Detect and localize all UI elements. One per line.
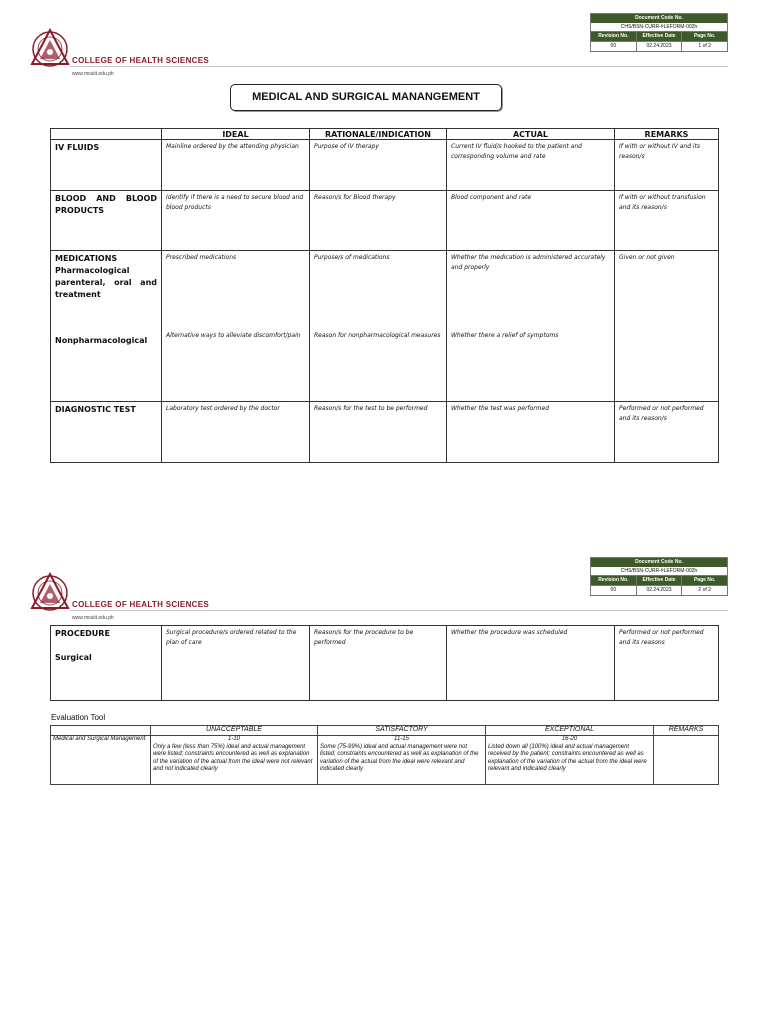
cell-ideal: Mainline ordered by the attending physician	[162, 140, 310, 191]
eval-satisfactory-text: Some (75-99%) ideal and actual management were not listed; constraints encountered as well as explanation of the variation of the actual from the ideal were relevant and indicated clearly	[320, 743, 479, 772]
cell-remarks: If with or without IV and its reason/s	[615, 140, 719, 191]
doc-code-value: CHS/BSN-CURR-#LEFORM-002h	[591, 567, 727, 576]
table-row	[51, 251, 719, 402]
eval-satisfactory-range: 11-15	[394, 736, 409, 742]
eval-header-exceptional: EXCEPTIONAL	[486, 726, 654, 736]
cell-remarks: If with or without transfusion and its reason/s	[615, 191, 719, 251]
cell-ideal	[162, 251, 310, 402]
eval-remarks	[654, 736, 719, 785]
table-header-row	[51, 129, 719, 140]
effective-date-value: 02.24.2023	[637, 586, 683, 595]
college-name: COLLEGE OF HEALTH SCIENCES	[72, 600, 209, 609]
cell-rationale: Reason/s for the procedure to be performed	[310, 626, 447, 701]
eval-header-blank	[51, 726, 151, 736]
document-code-box	[590, 13, 728, 52]
cell-actual: Whether the test was performed	[447, 402, 615, 463]
eval-unacceptable-range: 1-10	[227, 736, 240, 742]
college-name: COLLEGE OF HEALTH SCIENCES	[72, 56, 209, 65]
cell-rationale-nonpharm: Reason for nonpharmacological measures	[314, 332, 441, 339]
effective-date-label: Effective Date	[637, 576, 683, 585]
cell-remarks: Performed or not performed and its reason/s	[615, 402, 719, 463]
header-rule	[70, 610, 728, 611]
page-no-value: 2 of 2	[698, 587, 711, 593]
table-row	[51, 191, 719, 251]
page-no-value: 1 of 2	[698, 43, 711, 49]
college-seal-logo	[30, 28, 70, 70]
page-no-label: Page No.	[693, 33, 716, 39]
college-seal-logo	[30, 572, 70, 614]
cell-actual-nonpharm: Whether there a relief of symptoms	[451, 332, 559, 339]
revision-label: Revision No.	[591, 32, 637, 41]
row-label-diagnostic: DIAGNOSTIC TEST	[51, 402, 162, 463]
nonpharmacological-label: Nonpharmacological	[55, 336, 148, 345]
eval-header-satisfactory: SATISFACTORY	[318, 726, 486, 736]
cell-actual: Whether the procedure was scheduled	[447, 626, 615, 701]
cell-rationale: Reason/s for Blood therapy	[310, 191, 447, 251]
page-title: MEDICAL AND SURGICAL MANANGEMENT	[230, 84, 502, 111]
eval-unacceptable	[151, 736, 318, 785]
header-rule	[70, 66, 728, 67]
medications-label: MEDICATIONS	[55, 254, 118, 263]
cell-actual: Blood component and rate	[447, 191, 615, 251]
eval-header-remarks: REMARKS	[654, 726, 719, 736]
cell-ideal: Laboratory test ordered by the doctor	[162, 402, 310, 463]
cell-rationale-pharm: Purpose/s of medications	[314, 254, 390, 261]
cell-remarks: Performed or not performed and its reasons	[615, 626, 719, 701]
procedure-sublabel: Surgical	[55, 653, 92, 662]
doc-code-label: Document Code No.	[591, 558, 727, 567]
eval-exceptional	[486, 736, 654, 785]
header-actual: ACTUAL	[447, 129, 615, 140]
cell-actual-pharm: Whether the medication is administered accurately and properly	[451, 254, 606, 271]
cell-actual	[447, 251, 615, 402]
cell-ideal-nonpharm: Alternative ways to alleviate discomfort/pain	[166, 332, 301, 339]
evaluation-table	[50, 725, 719, 785]
college-url: www.msuiit.edu.ph	[72, 615, 114, 621]
cell-rationale: Reason/s for the test to be performed	[310, 402, 447, 463]
header-rationale: RATIONALE/INDICATION	[310, 129, 447, 140]
effective-date-value: 02.24.2023	[637, 42, 683, 51]
cell-ideal: Surgical procedure/s ordered related to the plan of care	[162, 626, 310, 701]
page-no-label: Page No.	[693, 577, 716, 583]
cell-actual: Current IV fluid/s hooked to the patient and corresponding volume and rate	[447, 140, 615, 191]
revision-value: 00	[591, 42, 637, 51]
effective-date-label: Effective Date	[637, 32, 683, 41]
blood-label-text: BLOOD AND BLOOD PRODUCTS	[55, 194, 157, 215]
doc-meta-header	[591, 576, 727, 585]
management-table	[50, 128, 719, 463]
table-row	[51, 402, 719, 463]
procedure-label: PROCEDURE	[55, 629, 110, 638]
eval-header-unacceptable: UNACCEPTABLE	[151, 726, 318, 736]
evaluation-row	[51, 736, 719, 785]
row-label-procedure	[51, 626, 162, 701]
table-row	[51, 626, 719, 701]
eval-criterion: Medical and Surgical Management	[51, 736, 151, 785]
row-label-medications	[51, 251, 162, 402]
doc-meta-values	[591, 41, 727, 51]
cell-rationale: Purpose of IV therapy	[310, 140, 447, 191]
cell-ideal-pharm: Prescribed medications	[166, 254, 237, 261]
document-code-box	[590, 557, 728, 596]
doc-meta-header	[591, 32, 727, 41]
procedure-table	[50, 625, 719, 701]
evaluation-tool-label: Evaluation Tool	[51, 713, 106, 722]
eval-satisfactory	[318, 736, 486, 785]
cell-ideal: Identify if there is a need to secure blood and blood products	[162, 191, 310, 251]
eval-exceptional-text: Listed down all (100%) ideal and actual management received by the patient; constraints encountered as well as explanation of the variation of the actual from the ideal were relevant and indicated clearly	[488, 743, 647, 772]
row-label-iv-fluids: IV FLUIDS	[51, 140, 162, 191]
college-url: www.msuiit.edu.ph	[72, 71, 114, 77]
doc-code-label: Document Code No.	[591, 14, 727, 23]
header-ideal: IDEAL	[162, 129, 310, 140]
doc-meta-values	[591, 585, 727, 595]
medications-sublabel: Pharmacological parenteral, oral and treatment	[55, 266, 157, 299]
cell-remarks: Given or not given	[615, 251, 719, 402]
revision-value: 00	[591, 586, 637, 595]
header-remarks: REMARKS	[615, 129, 719, 140]
revision-label: Revision No.	[591, 576, 637, 585]
eval-exceptional-range: 16-20	[561, 736, 578, 742]
cell-rationale	[310, 251, 447, 402]
doc-code-value: CHS/BSN-CURR-#LEFORM-002h	[591, 23, 727, 32]
header-blank	[51, 129, 162, 140]
evaluation-header-row	[51, 726, 719, 736]
table-row	[51, 140, 719, 191]
row-label-blood	[51, 191, 162, 251]
eval-unacceptable-text: Only a few (less than 75%) ideal and actual management were listed; constraints encountered as well as explanation of the variation of the actual from the ideal were not relevant and not indicated clearly	[153, 743, 313, 772]
